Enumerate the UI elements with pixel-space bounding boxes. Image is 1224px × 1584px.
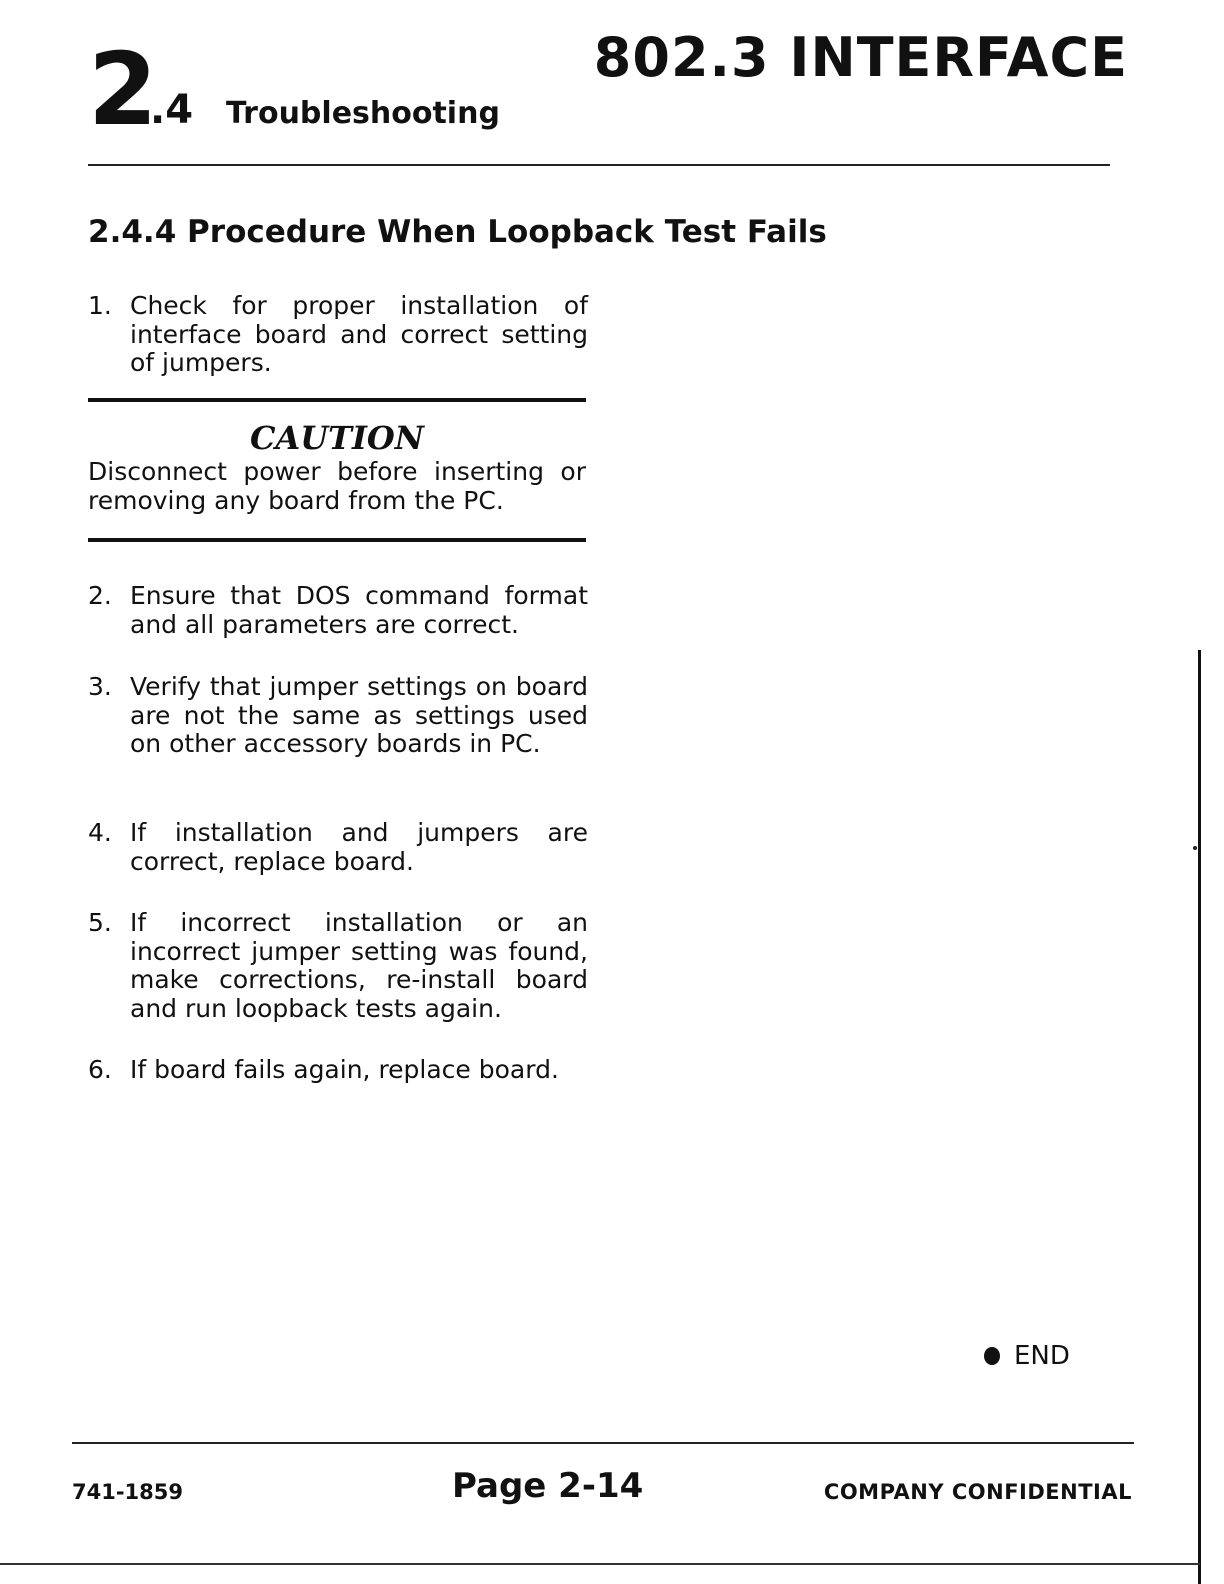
step-text: If board fails again, replace board.	[130, 1055, 559, 1084]
step-number: 6.	[88, 1055, 112, 1084]
section-title: Troubleshooting	[226, 96, 500, 131]
page-number: Page 2-14	[452, 1466, 644, 1506]
step-text: Check for proper installation of interface board and correct setting of jumpers.	[130, 291, 588, 377]
section-number: 2	[88, 31, 158, 148]
caution-bottom-rule	[88, 538, 586, 542]
footer-divider	[72, 1442, 1134, 1444]
subsection-number: .4	[150, 87, 194, 133]
step-number: 5.	[88, 908, 112, 937]
caution-text: Disconnect power before inserting or removing any board from the PC.	[88, 457, 586, 515]
step-text: Ensure that DOS command format and all parameters are correct.	[130, 581, 588, 639]
procedure-heading: 2.4.4 Procedure When Loopback Test Fails	[88, 214, 827, 250]
step-number: 2.	[88, 581, 112, 610]
list-item	[88, 819, 588, 876]
caution-top-rule	[88, 398, 586, 402]
header-divider	[88, 164, 1110, 166]
bullet-icon	[984, 1347, 1000, 1365]
end-marker	[984, 1340, 1070, 1372]
step-number: 1.	[88, 291, 112, 320]
list-item	[88, 1056, 588, 1085]
step-number: 3.	[88, 672, 112, 701]
scan-speck	[1193, 846, 1197, 850]
step-number: 4.	[88, 818, 112, 847]
document-number: 741-1859	[72, 1480, 183, 1504]
list-item	[88, 582, 588, 639]
scan-edge-line	[1198, 650, 1201, 1584]
step-text: Verify that jumper settings on board are not the same as settings used on other accessory boards in PC.	[130, 672, 588, 758]
caution-title: CAUTION	[249, 419, 425, 457]
product-title: 802.3 INTERFACE	[593, 26, 1128, 89]
step-text: If installation and jumpers are correct, replace board.	[130, 818, 588, 876]
scan-bottom-edge	[0, 1563, 1200, 1565]
list-item	[88, 292, 588, 378]
step-text: If incorrect installation or an incorrect jumper setting was found, make corrections, re-install board and run loopback tests again.	[130, 908, 588, 1023]
confidentiality-notice: COMPANY CONFIDENTIAL	[823, 1480, 1132, 1504]
end-label: END	[1014, 1341, 1070, 1371]
list-item	[88, 673, 588, 759]
list-item	[88, 909, 588, 1023]
